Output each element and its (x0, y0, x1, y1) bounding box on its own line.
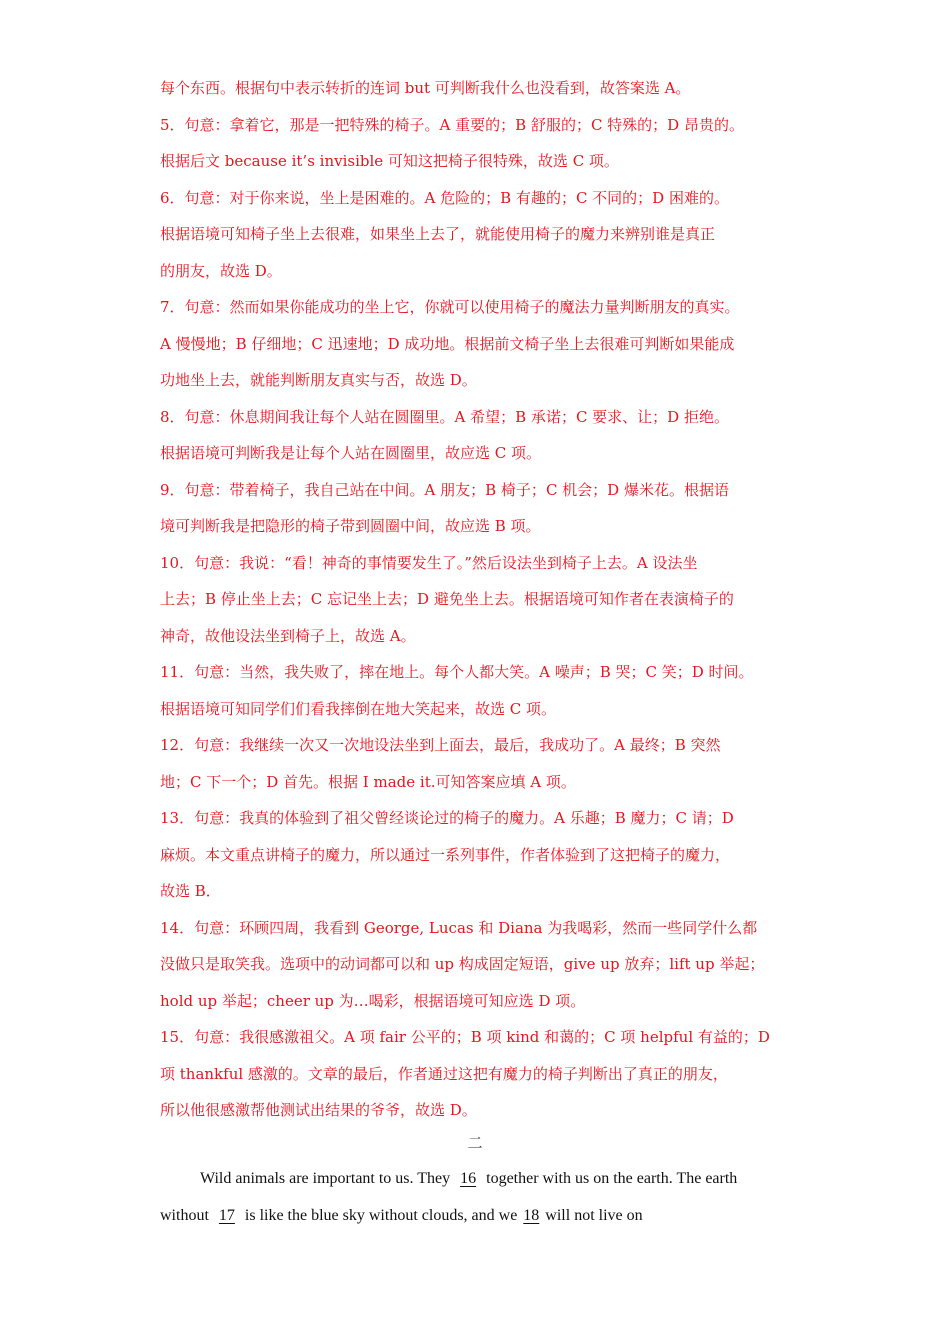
answer-line: 每个东西。根据句中表示转折的连词 but 可判断我什么也没看到，故答案选 A。 (160, 79, 691, 97)
blank-16: 16 (460, 1170, 477, 1187)
answer-line: 9．句意：带着椅子，我自己站在中间。A 朋友；B 椅子；C 机会；D 爆米花。根据语 (160, 480, 729, 499)
passage-text: together with us on the earth. The earth (482, 1170, 738, 1187)
answer-line: 根据语境可知同学们们看我摔倒在地大笑起来，故选 C 项。 (160, 699, 557, 718)
answer-line: 神奇，故他设法坐到椅子上，故选 A。 (160, 626, 416, 645)
answer-line: 项 thankful 感激的。文章的最后，作者通过这把有魔力的椅子判断出了真正的朋友， (160, 1064, 728, 1083)
blank-17: 17 (218, 1207, 235, 1224)
answer-line: 11．句意：当然，我失败了，摔在地上。每个人都大笑。A 噪声；B 哭；C 笑；D 时间。 (160, 663, 754, 681)
answer-line: 上去；B 停止坐上去；C 忘记坐上去；D 避免坐上去。根据语境可知作者在表演椅子的 (160, 590, 734, 608)
passage-text: is like the blue sky without clouds, and we (240, 1207, 518, 1224)
answer-line: 所以他很感激帮他测试出结果的爷爷，故选 D。 (160, 1101, 477, 1119)
answer-line: 功地坐上去，就能判断朋友真实与否，故选 D。 (160, 371, 477, 389)
answer-line: A 慢慢地；B 仔细地；C 迅速地；D 成功地。根据前文椅子坐上去很难可判断如果能成 (160, 334, 735, 353)
passage-text: will not live on (545, 1207, 643, 1224)
passage-line (160, 1197, 800, 1234)
passage-line (160, 1160, 800, 1197)
answer-line: 15．句意：我很感激祖父。A 项 fair 公平的；B 项 kind 和蔼的；C 项 helpful 有益的；D (160, 1028, 770, 1046)
answer-line: 地；C 下一个；D 首先。根据 I made it.可知答案应填 A 项。 (160, 772, 576, 791)
answer-line: 根据后文 because it’s invisible 可知这把椅子很特殊，故选 C 项。 (160, 152, 619, 170)
cloze-passage (160, 1160, 800, 1234)
answer-line: 5．句意：拿着它，那是一把特殊的椅子。A 重要的；B 舒服的；C 特殊的；D 昂贵的。 (160, 115, 744, 134)
answer-line: 根据语境可判断我是让每个人站在圆圈里，故应选 C 项。 (160, 444, 542, 462)
answer-line: 6．句意：对于你来说，坐上是困难的。A 危险的；B 有趣的；C 不同的；D 困难的。 (160, 188, 729, 207)
answer-line: 故选 B． (160, 882, 221, 900)
answer-line: 的朋友，故选 D。 (160, 261, 282, 280)
answer-line: 没做只是取笑我。选项中的动词都可以和 up 构成固定短语，give up 放弃；lift up 举起； (160, 955, 765, 973)
passage-text: Wild animals are important to us. They (200, 1170, 455, 1187)
answer-line: 根据语境可知椅子坐上去很难，如果坐上去了，就能使用椅子的魔力来辨别谁是真正 (160, 225, 716, 243)
blank-18: 18 (523, 1207, 540, 1224)
answer-explanations (160, 70, 800, 1129)
answer-line: 13．句意：我真的体验到了祖父曾经谈论过的椅子的魔力。A 乐趣；B 魔力；C 请；D (160, 809, 734, 827)
answer-line: 麻烦。本文重点讲椅子的魔力，所以通过一系列事件，作者体验到了这把椅子的魔力， (160, 845, 731, 864)
answer-line: 8．句意：休息期间我让每个人站在圆圈里。A 希望；B 承诺；C 要求、让；D 拒绝。 (160, 407, 729, 426)
passage-text: without (160, 1207, 213, 1224)
answer-line: 境可判断我是把隐形的椅子带到圆圈中间，故应选 B 项。 (160, 517, 541, 535)
answer-line: 10．句意：我说：“看！神奇的事情要发生了。”然后设法坐到椅子上去。A 设法坐 (160, 553, 698, 572)
answer-line: 14．句意：环顾四周，我看到 George, Lucas 和 Diana 为我喝彩，然而一些同学什么都 (160, 918, 758, 937)
answer-line: hold up 举起；cheer up 为…喝彩，根据语境可知应选 D 项。 (160, 991, 586, 1010)
answer-line: 7．句意：然而如果你能成功的坐上它，你就可以使用椅子的魔法力量判断朋友的真实。 (160, 298, 740, 316)
answer-line: 12．句意：我继续一次又一次地设法坐到上面去，最后，我成功了。A 最终；B 突然 (160, 736, 721, 754)
section-heading: 二 (467, 1134, 483, 1152)
